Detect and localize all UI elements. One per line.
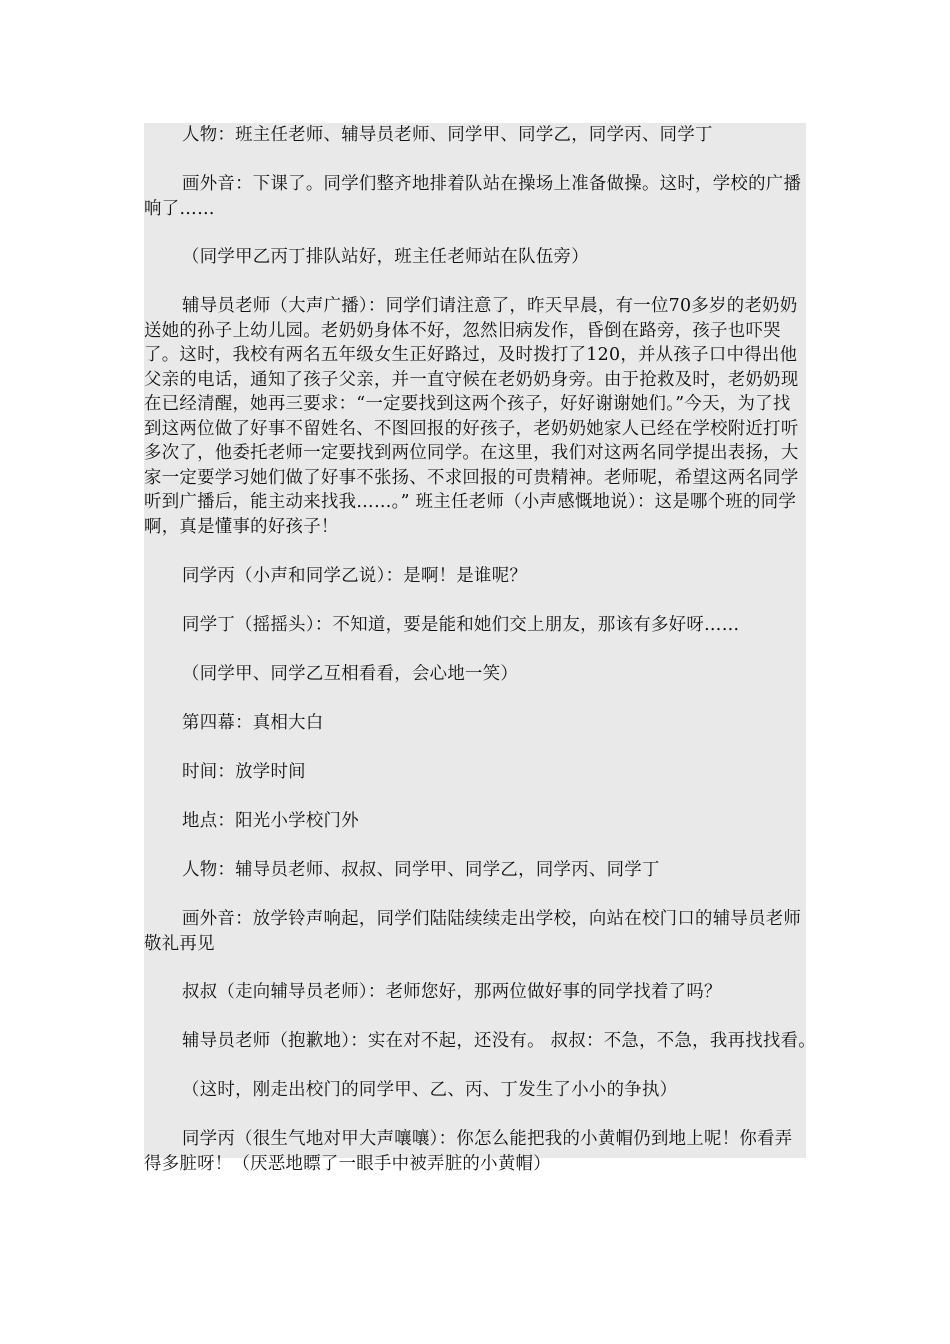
paragraph-broadcast-speech: 辅导员老师（大声广播）：同学们请注意了，昨天早晨，有一位70多岁的老奶奶送她的孙子上幼儿园。老奶奶身体不好，忽然旧病发作，昏倒在路旁，孩子也吓哭了。这时，我校有两名五年级女生正好路过，及时拨打了120，并从孩子口中得出他父亲的电话，通知了孩子父亲，并一直守候在老奶奶身旁。由于抢救及时，老奶奶现在已经清醒，她再三要求：“一定要找到这两个孩子，好好谢谢她们。”今天，为了找到这两位做了好事不留姓名、不图回报的好孩子，老奶奶她家人已经在学校附近打听多次了，他委托老师一定要找到两位同学。在这里，我们对这两名同学提出表扬，大家一定要学习她们做了好事不张扬、不求回报的可贵精神。老师呢，希望这两名同学听到广播后，能主动来找我……。” 班主任老师（小声感慨地说）：这是哪个班的同学啊，真是懂事的好孩子！ bbox=[144, 296, 799, 537]
paragraph-characters-act4: 人物：辅导员老师、叔叔、同学甲、同学乙，同学丙、同学丁 bbox=[182, 860, 660, 880]
document-page bbox=[144, 123, 816, 1174]
paragraph-student-bing-angry: 同学丙（很生气地对甲大声嚷嚷）：你怎么能把我的小黄帽仍到地上呢！你看弄得多脏呀！（厌恶地瞟了一眼手中被弄脏的小黄帽） bbox=[144, 1129, 793, 1174]
paragraph-stage-direction-dispute: （这时，刚走出校门的同学甲、乙、丙、丁发生了小小的争执） bbox=[182, 1080, 678, 1100]
paragraph-counselor-reply: 辅导员老师（抱歉地）：实在对不起，还没有。 叔叔：不急，不急，我再找找看。 bbox=[182, 1031, 816, 1051]
paragraph-narration-dismissal: 画外音：放学铃声响起，同学们陆陆续续走出学校，向站在校门口的辅导员老师敬礼再见 bbox=[144, 909, 802, 954]
paragraph-student-ding-line: 同学丁（摇摇头）：不知道，要是能和她们交上朋友，那该有多好呀…… bbox=[182, 615, 740, 635]
paragraph-act4-title: 第四幕：真相大白 bbox=[182, 713, 324, 733]
paragraph-uncle-line: 叔叔（走向辅导员老师）：老师您好，那两位做好事的同学找着了吗？ bbox=[182, 982, 722, 1002]
paragraph-time: 时间：放学时间 bbox=[182, 762, 306, 782]
paragraph-location: 地点：阳光小学校门外 bbox=[182, 811, 359, 831]
paragraph-narration-recess: 画外音：下课了。同学们整齐地排着队站在操场上准备做操。这时，学校的广播响了…… bbox=[144, 174, 802, 219]
paragraph-characters-act3: 人物：班主任老师、辅导员老师、同学甲、同学乙，同学丙、同学丁 bbox=[182, 125, 713, 145]
paragraph-student-bing-line: 同学丙（小声和同学乙说）：是啊！是谁呢？ bbox=[182, 566, 528, 586]
paragraph-stage-direction-smile: （同学甲、同学乙互相看看，会心地一笑） bbox=[182, 664, 519, 684]
paragraph-stage-direction-lineup: （同学甲乙丙丁排队站好，班主任老师站在队伍旁） bbox=[182, 247, 589, 267]
